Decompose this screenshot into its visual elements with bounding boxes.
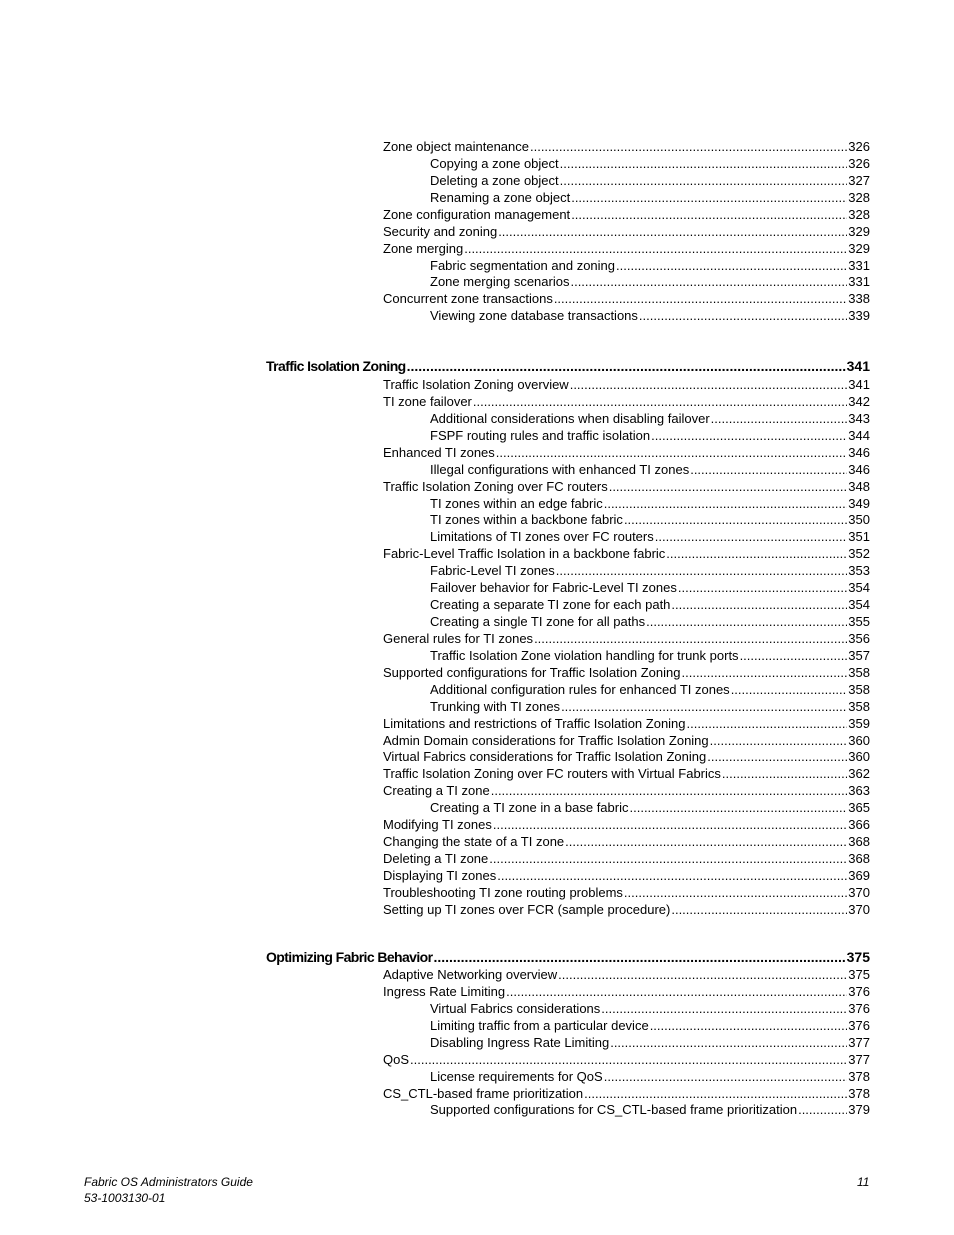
toc-entry-title: Limitations and restrictions of Traffic Isolation Zoning xyxy=(383,716,686,731)
toc-entry-page-number: 331 xyxy=(848,258,870,273)
dot-leader xyxy=(433,948,845,966)
toc-entry-page-number: 358 xyxy=(848,665,870,680)
toc-entry[interactable] xyxy=(383,478,870,495)
dot-leader xyxy=(534,630,847,647)
toc-entry[interactable] xyxy=(383,206,870,223)
toc-entry-title: Illegal configurations with enhanced TI zones xyxy=(430,462,690,477)
toc-entry-title: Adaptive Networking overview xyxy=(383,967,558,982)
toc-entry[interactable] xyxy=(383,901,870,918)
toc-entry-title: Copying a zone object xyxy=(430,156,559,171)
toc-entry[interactable] xyxy=(430,1101,870,1118)
toc-entry-page-number: 376 xyxy=(848,1018,870,1033)
toc-entry[interactable] xyxy=(430,273,870,290)
footer-doc-title: Fabric OS Administrators Guide xyxy=(84,1175,253,1189)
toc-entry-title: Changing the state of a TI zone xyxy=(383,834,565,849)
dot-leader xyxy=(560,172,848,189)
toc-entry[interactable] xyxy=(430,1017,870,1034)
toc-entry-title: Admin Domain considerations for Traffic Isolation Zoning xyxy=(383,733,709,748)
toc-entry-page-number: 327 xyxy=(848,173,870,188)
toc-entry-page-number: 326 xyxy=(848,156,870,171)
toc-entry-page-number: 358 xyxy=(848,699,870,714)
toc-entry[interactable] xyxy=(430,579,870,596)
toc-entry-title: Displaying TI zones xyxy=(383,868,497,883)
dot-leader xyxy=(707,748,847,765)
toc-entry-title: Traffic Isolation Zone violation handling for trunk ports xyxy=(430,648,739,663)
toc-entry-title: Additional considerations when disabling failover xyxy=(430,411,710,426)
toc-entry-page-number: 348 xyxy=(848,479,870,494)
dot-leader xyxy=(556,562,848,579)
toc-entry-page-number: 370 xyxy=(848,902,870,917)
dot-leader xyxy=(731,681,848,698)
toc-entry[interactable] xyxy=(383,732,870,749)
toc-entry-page-number: 378 xyxy=(848,1069,870,1084)
dot-leader xyxy=(565,833,847,850)
toc-entry[interactable] xyxy=(430,698,870,715)
toc-entry-title: Supported configurations for Traffic Isolation Zoning xyxy=(383,665,681,680)
chapter-page-number: 341 xyxy=(846,358,870,374)
toc-entry-page-number: 363 xyxy=(848,783,870,798)
toc-entry-title: Traffic Isolation Zoning over FC routers with Virtual Fabrics xyxy=(383,766,721,781)
toc-entry-page-number: 342 xyxy=(848,394,870,409)
dot-leader xyxy=(570,376,848,393)
toc-entry-page-number: 344 xyxy=(848,428,870,443)
dot-leader xyxy=(498,223,847,240)
dot-leader xyxy=(473,393,847,410)
dot-leader xyxy=(464,240,847,257)
toc-entry-title: Limitations of TI zones over FC routers xyxy=(430,529,654,544)
dot-leader xyxy=(624,511,847,528)
dot-leader xyxy=(687,715,848,732)
toc-entry[interactable] xyxy=(383,240,870,257)
toc-entry-title: Failover behavior for Fabric-Level TI zones xyxy=(430,580,677,595)
toc-entry[interactable] xyxy=(430,410,870,427)
dot-leader xyxy=(571,206,847,223)
toc-entry[interactable] xyxy=(430,511,870,528)
toc-entry[interactable] xyxy=(430,613,870,630)
toc-entry[interactable] xyxy=(383,816,870,833)
dot-leader xyxy=(655,528,848,545)
dot-leader xyxy=(493,816,847,833)
dot-leader xyxy=(639,307,847,324)
toc-entry-title: Traffic Isolation Zoning overview xyxy=(383,377,569,392)
toc-entry[interactable] xyxy=(383,1051,870,1068)
toc-entry-page-number: 360 xyxy=(848,733,870,748)
toc-entry-title: Concurrent zone transactions xyxy=(383,291,553,306)
toc-entry-title: Limiting traffic from a particular device xyxy=(430,1018,649,1033)
toc-entry[interactable] xyxy=(383,1085,870,1102)
toc-entry-page-number: 359 xyxy=(848,716,870,731)
toc-entry-page-number: 368 xyxy=(848,851,870,866)
dot-leader xyxy=(570,273,847,290)
toc-entry-title: Renaming a zone object xyxy=(430,190,571,205)
toc-entry[interactable] xyxy=(430,155,870,172)
dot-leader xyxy=(561,698,847,715)
toc-entry-page-number: 366 xyxy=(848,817,870,832)
dot-leader xyxy=(671,901,847,918)
toc-entry-page-number: 350 xyxy=(848,512,870,527)
toc-entry-page-number: 370 xyxy=(848,885,870,900)
toc-entry[interactable] xyxy=(383,867,870,884)
toc-entry[interactable] xyxy=(430,257,870,274)
dot-leader xyxy=(722,765,847,782)
dot-leader xyxy=(630,799,848,816)
toc-entry[interactable] xyxy=(430,461,870,478)
dot-leader xyxy=(609,478,848,495)
toc-entry-page-number: 378 xyxy=(848,1086,870,1101)
toc-entry-title: TI zones within a backbone fabric xyxy=(430,512,623,527)
toc-entry-page-number: 329 xyxy=(848,224,870,239)
dot-leader xyxy=(604,1068,848,1085)
toc-entry[interactable] xyxy=(383,765,870,782)
toc-entry-page-number: 351 xyxy=(848,529,870,544)
toc-entry[interactable] xyxy=(430,799,870,816)
chapter-page-number: 375 xyxy=(846,949,870,965)
dot-leader xyxy=(491,782,848,799)
toc-entry-page-number: 358 xyxy=(848,682,870,697)
footer-doc-number: 53-1003130-01 xyxy=(84,1191,166,1205)
toc-entry[interactable] xyxy=(383,290,870,307)
toc-entry-page-number: 377 xyxy=(848,1052,870,1067)
dot-leader xyxy=(489,850,847,867)
dot-leader xyxy=(624,884,847,901)
toc-entry-title: TI zone failover xyxy=(383,394,472,409)
chapter-heading-optimizing-fabric-behavior[interactable] xyxy=(266,948,870,966)
dot-leader xyxy=(496,444,848,461)
toc-entry-title: General rules for TI zones xyxy=(383,631,534,646)
toc-entry-title: Security and zoning xyxy=(383,224,498,239)
dot-leader xyxy=(651,427,847,444)
toc-entry-title: Traffic Isolation Zoning over FC routers xyxy=(383,479,608,494)
dot-leader xyxy=(740,647,848,664)
toc-entry-title: Supported configurations for CS_CTL-based frame prioritization xyxy=(430,1102,798,1117)
dot-leader xyxy=(601,1000,847,1017)
toc-entry-title: Creating a TI zone xyxy=(383,783,490,798)
toc-entry-title: Virtual Fabrics considerations for Traffic Isolation Zoning xyxy=(383,749,707,764)
toc-entry-title: QoS xyxy=(383,1052,410,1067)
dot-leader xyxy=(610,1034,847,1051)
chapter-title: Traffic Isolation Zoning xyxy=(266,358,406,374)
toc-entry[interactable] xyxy=(383,850,870,867)
dot-leader xyxy=(646,613,847,630)
toc-entry-title: Troubleshooting TI zone routing problems xyxy=(383,885,623,900)
toc-entry-title: Zone merging xyxy=(383,241,464,256)
toc-entry-page-number: 331 xyxy=(848,274,870,289)
toc-entry-page-number: 357 xyxy=(848,648,870,663)
toc-entry-page-number: 349 xyxy=(848,496,870,511)
dot-leader xyxy=(554,290,847,307)
toc-entry[interactable] xyxy=(383,833,870,850)
toc-entry-page-number: 365 xyxy=(848,800,870,815)
toc-entry-page-number: 329 xyxy=(848,241,870,256)
toc-entry[interactable] xyxy=(383,782,870,799)
toc-entry-title: Ingress Rate Limiting xyxy=(383,984,506,999)
toc-entry-page-number: 377 xyxy=(848,1035,870,1050)
toc-entry-page-number: 346 xyxy=(848,445,870,460)
toc-entry-title: Viewing zone database transactions xyxy=(430,308,638,323)
dot-leader xyxy=(560,155,848,172)
toc-entry-title: Trunking with TI zones xyxy=(430,699,561,714)
dot-leader xyxy=(497,867,847,884)
toc-entry-page-number: 375 xyxy=(848,967,870,982)
dot-leader xyxy=(604,495,848,512)
dot-leader xyxy=(584,1085,847,1102)
toc-entry-page-number: 369 xyxy=(848,868,870,883)
dot-leader xyxy=(682,664,848,681)
toc-entry-title: TI zones within an edge fabric xyxy=(430,496,603,511)
toc-entry[interactable] xyxy=(430,1034,870,1051)
toc-entry[interactable] xyxy=(430,1068,870,1085)
toc-entry-page-number: 376 xyxy=(848,984,870,999)
toc-entry-page-number: 360 xyxy=(848,749,870,764)
dot-leader xyxy=(711,410,848,427)
dot-leader xyxy=(671,596,847,613)
chapter-heading-traffic-isolation-zoning[interactable] xyxy=(266,357,870,375)
toc-entry-title: Fabric-Level TI zones xyxy=(430,563,555,578)
dot-leader xyxy=(650,1017,848,1034)
toc-entry-page-number: 354 xyxy=(848,580,870,595)
toc-entry[interactable] xyxy=(383,393,870,410)
toc-entry-title: License requirements for QoS xyxy=(430,1069,603,1084)
toc-entry-title: Additional configuration rules for enhanced TI zones xyxy=(430,682,730,697)
toc-entry-title: Modifying TI zones xyxy=(383,817,492,832)
toc-entry-title: Enhanced TI zones xyxy=(383,445,495,460)
toc-entry[interactable] xyxy=(383,884,870,901)
toc-entry[interactable] xyxy=(430,495,870,512)
dot-leader xyxy=(710,732,848,749)
toc-entry[interactable] xyxy=(383,966,870,983)
toc-entry[interactable] xyxy=(383,664,870,681)
dot-leader xyxy=(558,966,847,983)
toc-entry[interactable] xyxy=(383,715,870,732)
toc-entry-title: Fabric segmentation and zoning xyxy=(430,258,616,273)
toc-entry-title: Setting up TI zones over FCR (sample procedure) xyxy=(383,902,671,917)
toc-entry[interactable] xyxy=(430,596,870,613)
toc-entry-page-number: 355 xyxy=(848,614,870,629)
toc-entry-title: Fabric-Level Traffic Isolation in a backbone fabric xyxy=(383,546,666,561)
toc-entry-page-number: 339 xyxy=(848,308,870,323)
toc-entry-title: Creating a TI zone in a base fabric xyxy=(430,800,629,815)
toc-entry[interactable] xyxy=(383,444,870,461)
toc-entry-title: Creating a separate TI zone for each path xyxy=(430,597,671,612)
toc-entry[interactable] xyxy=(430,681,870,698)
toc-entry-title: Zone configuration management xyxy=(383,207,571,222)
toc-entry[interactable] xyxy=(383,223,870,240)
toc-entry-page-number: 356 xyxy=(848,631,870,646)
toc-entry-page-number: 343 xyxy=(848,411,870,426)
dot-leader xyxy=(678,579,847,596)
dot-leader xyxy=(666,545,847,562)
dot-leader xyxy=(571,189,847,206)
dot-leader xyxy=(530,138,847,155)
toc-entry-title: Deleting a TI zone xyxy=(383,851,489,866)
toc-entry[interactable] xyxy=(383,376,870,393)
toc-entry-title: Zone object maintenance xyxy=(383,139,529,154)
toc-entry[interactable] xyxy=(430,1000,870,1017)
toc-entry[interactable] xyxy=(383,983,870,1000)
toc-entry-title: Deleting a zone object xyxy=(430,173,559,188)
toc-entry-page-number: 376 xyxy=(848,1001,870,1016)
toc-entry[interactable] xyxy=(383,748,870,765)
toc-entry[interactable] xyxy=(430,562,870,579)
toc-entry[interactable] xyxy=(430,172,870,189)
toc-entry-page-number: 341 xyxy=(848,377,870,392)
toc-entry[interactable] xyxy=(383,545,870,562)
toc-entry[interactable] xyxy=(383,630,870,647)
toc-entry[interactable] xyxy=(430,427,870,444)
toc-entry-page-number: 326 xyxy=(848,139,870,154)
toc-entry-title: CS_CTL-based frame prioritization xyxy=(383,1086,584,1101)
toc-entry-title: Disabling Ingress Rate Limiting xyxy=(430,1035,610,1050)
dot-leader xyxy=(407,357,846,375)
toc-entry[interactable] xyxy=(383,138,870,155)
chapter-title: Optimizing Fabric Behavior xyxy=(266,949,433,965)
toc-entry-page-number: 338 xyxy=(848,291,870,306)
dot-leader xyxy=(616,257,847,274)
toc-entry-page-number: 328 xyxy=(848,207,870,222)
toc-entry-page-number: 362 xyxy=(848,766,870,781)
toc-entry-title: FSPF routing rules and traffic isolation xyxy=(430,428,651,443)
toc-entry-page-number: 354 xyxy=(848,597,870,612)
toc-entry[interactable] xyxy=(430,307,870,324)
toc-entry[interactable] xyxy=(430,528,870,545)
toc-entry[interactable] xyxy=(430,189,870,206)
dot-leader xyxy=(690,461,847,478)
toc-entry-page-number: 368 xyxy=(848,834,870,849)
toc-entry-page-number: 352 xyxy=(848,546,870,561)
dot-leader xyxy=(410,1051,847,1068)
toc-entry-title: Virtual Fabrics considerations xyxy=(430,1001,601,1016)
footer-page-number: 11 xyxy=(857,1175,870,1189)
toc-entry-page-number: 346 xyxy=(848,462,870,477)
toc-entry-page-number: 328 xyxy=(848,190,870,205)
toc-entry-title: Zone merging scenarios xyxy=(430,274,570,289)
dot-leader xyxy=(798,1101,847,1118)
toc-entry-page-number: 379 xyxy=(848,1102,870,1117)
dot-leader xyxy=(506,983,847,1000)
toc-entry-title: Creating a single TI zone for all paths xyxy=(430,614,646,629)
toc-entry-page-number: 353 xyxy=(848,563,870,578)
toc-entry[interactable] xyxy=(430,647,870,664)
